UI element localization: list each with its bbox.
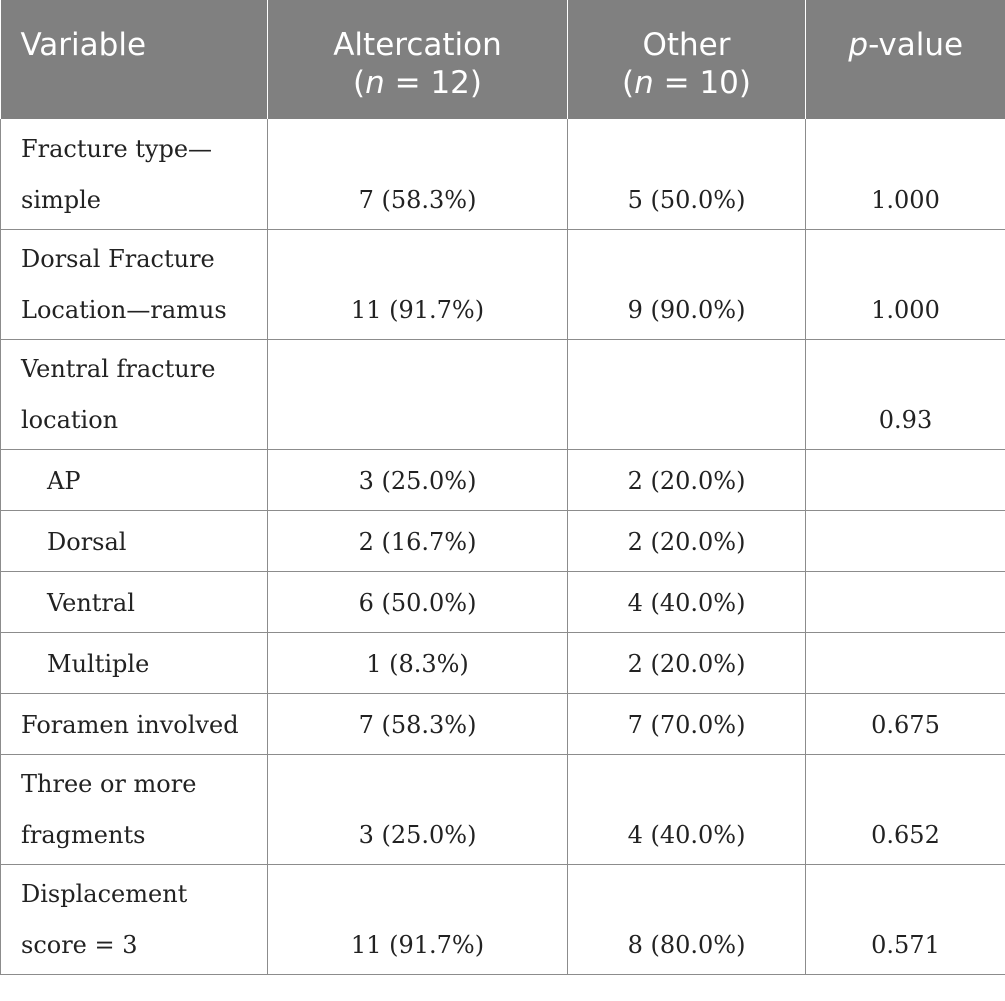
table-row xyxy=(1,754,1005,864)
other-cell: 9 (90.0%) xyxy=(568,229,806,339)
other-cell: 2 (20.0%) xyxy=(568,510,806,571)
other-cell: 7 (70.0%) xyxy=(568,693,806,754)
other-cell: 4 (40.0%) xyxy=(568,571,806,632)
pvalue-cell: 1.000 xyxy=(806,229,1005,339)
table-header xyxy=(1,0,1005,119)
other-cell: 8 (80.0%) xyxy=(568,864,806,974)
pvalue-cell: 0.675 xyxy=(806,693,1005,754)
row-label: Foramen involved xyxy=(1,693,268,754)
altercation-cell: 3 (25.0%) xyxy=(268,754,568,864)
altercation-cell: 2 (16.7%) xyxy=(268,510,568,571)
row-label: Dorsal xyxy=(1,510,268,571)
row-label: Dorsal Fracture Location—ramus xyxy=(1,229,268,339)
pvalue-cell xyxy=(806,632,1005,693)
altercation-cell: 7 (58.3%) xyxy=(268,119,568,229)
row-label: Multiple xyxy=(1,632,268,693)
table-row xyxy=(1,339,1005,449)
row-label: Three or more fragments xyxy=(1,754,268,864)
altercation-cell xyxy=(268,339,568,449)
altercation-cell: 7 (58.3%) xyxy=(268,693,568,754)
table-row xyxy=(1,229,1005,339)
row-label: AP xyxy=(1,449,268,510)
row-label: Fracture type— simple xyxy=(1,119,268,229)
row-label: Displacement score = 3 xyxy=(1,864,268,974)
pvalue-cell: 0.93 xyxy=(806,339,1005,449)
other-cell: 2 (20.0%) xyxy=(568,449,806,510)
table-row xyxy=(1,449,1005,510)
table-row xyxy=(1,864,1005,974)
row-label: Ventral xyxy=(1,571,268,632)
other-cell: 5 (50.0%) xyxy=(568,119,806,229)
header-row xyxy=(1,0,1005,119)
table-row xyxy=(1,632,1005,693)
pvalue-cell xyxy=(806,449,1005,510)
pvalue-cell: 0.571 xyxy=(806,864,1005,974)
header-other-title: Other xyxy=(642,27,731,63)
row-label: Ventral fracture location xyxy=(1,339,268,449)
table-row xyxy=(1,571,1005,632)
table-row xyxy=(1,693,1005,754)
pvalue-cell xyxy=(806,571,1005,632)
table-body xyxy=(1,119,1005,974)
altercation-cell: 3 (25.0%) xyxy=(268,449,568,510)
other-cell: 4 (40.0%) xyxy=(568,754,806,864)
header-pvalue: p-value xyxy=(848,27,964,63)
table-row xyxy=(1,510,1005,571)
header-altercation: Altercation (n = 12) xyxy=(268,0,568,119)
altercation-cell: 11 (91.7%) xyxy=(268,864,568,974)
table-row xyxy=(1,119,1005,229)
header-other: Other (n = 10) xyxy=(568,0,806,119)
pvalue-cell xyxy=(806,510,1005,571)
pvalue-cell: 0.652 xyxy=(806,754,1005,864)
altercation-cell: 11 (91.7%) xyxy=(268,229,568,339)
pvalue-cell: 1.000 xyxy=(806,119,1005,229)
other-cell xyxy=(568,339,806,449)
header-altercation-title: Altercation xyxy=(333,27,502,63)
header-variable: Variable xyxy=(1,0,268,119)
other-cell: 2 (20.0%) xyxy=(568,632,806,693)
altercation-cell: 1 (8.3%) xyxy=(268,632,568,693)
altercation-cell: 6 (50.0%) xyxy=(268,571,568,632)
